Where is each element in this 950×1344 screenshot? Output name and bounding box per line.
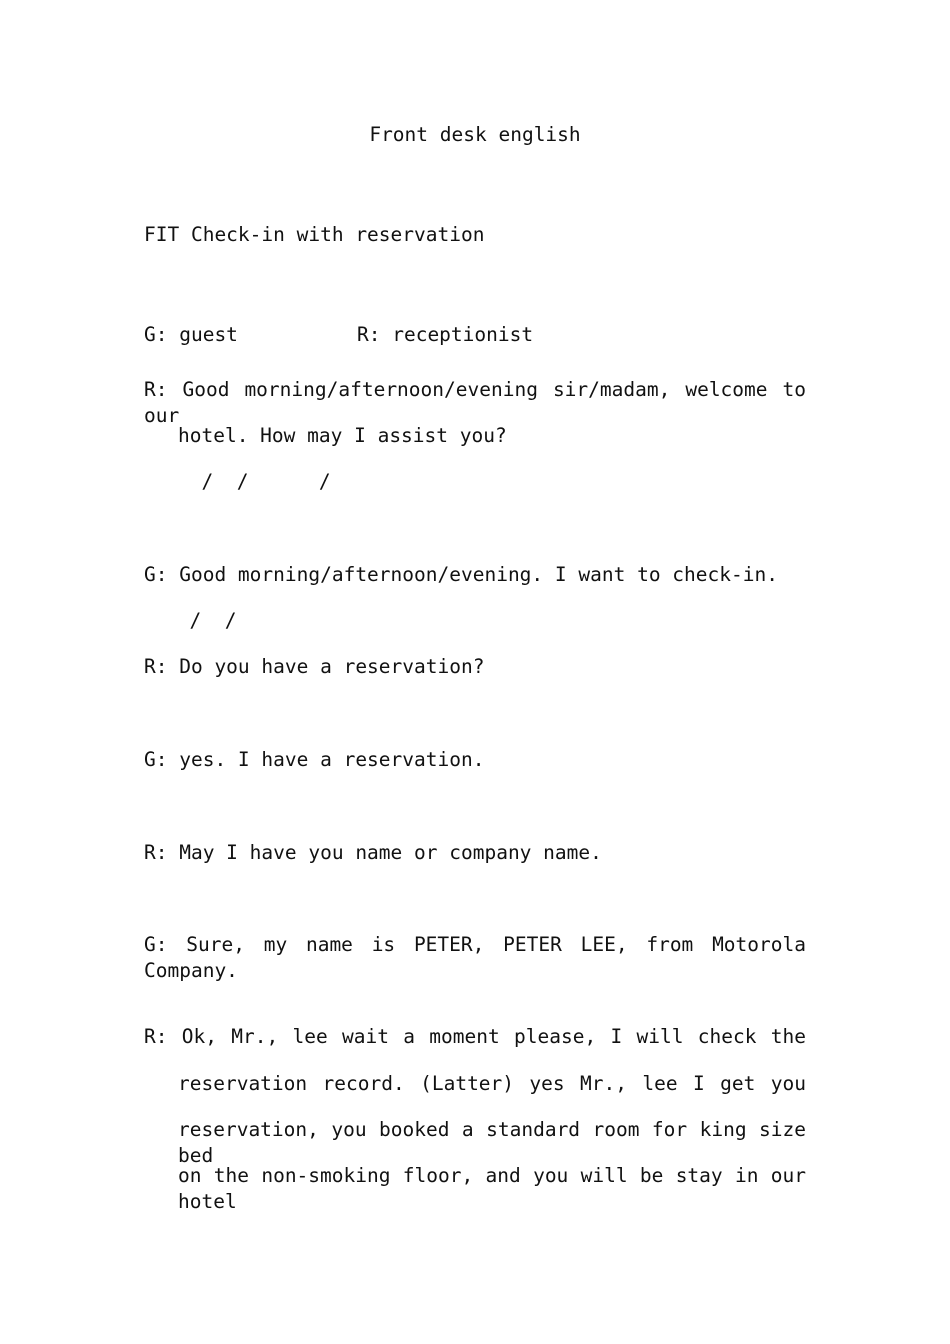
dialogue-r4-line1: R: Ok, Mr., lee wait a moment please, I will check the [144,1025,806,1048]
dialogue-g3-line1: G: Sure, my name is PETER, PETER LEE, from Motorola Company. [144,933,806,982]
dialogue-g1-line1: G: Good morning/afternoon/evening. I want to check-in. [144,563,778,586]
dialogue-r1-cn-line1: / / / [178,470,378,493]
dialogue-g2-line1: G: yes. I have a reservation. [144,748,485,771]
dialogue-g1-cn: / / [166,609,237,632]
dialogue-r4-line2: reservation record. (Latter) yes Mr., lee I get you [178,1072,806,1095]
document-title: Front desk english [369,123,581,146]
role-guest-legend: G: guest [144,323,238,346]
section-heading: FIT Check-in with reservation [144,223,485,246]
dialogue-r2-line1: R: Do you have a reservation? [144,655,485,678]
dialogue-r3-line1: R: May I have you name or company name. [144,841,602,864]
dialogue-r4-line3: reservation, you booked a standard room for king size bed [178,1118,806,1167]
dialogue-r4-line4: on the non-smoking floor, and you will be stay in our hotel [178,1164,806,1213]
dialogue-r1-line1: R: Good morning/afternoon/evening sir/madam, welcome to our [144,378,806,427]
dialogue-r1-line2: hotel. How may I assist you? [178,424,507,447]
role-receptionist-legend: R: receptionist [357,323,534,346]
